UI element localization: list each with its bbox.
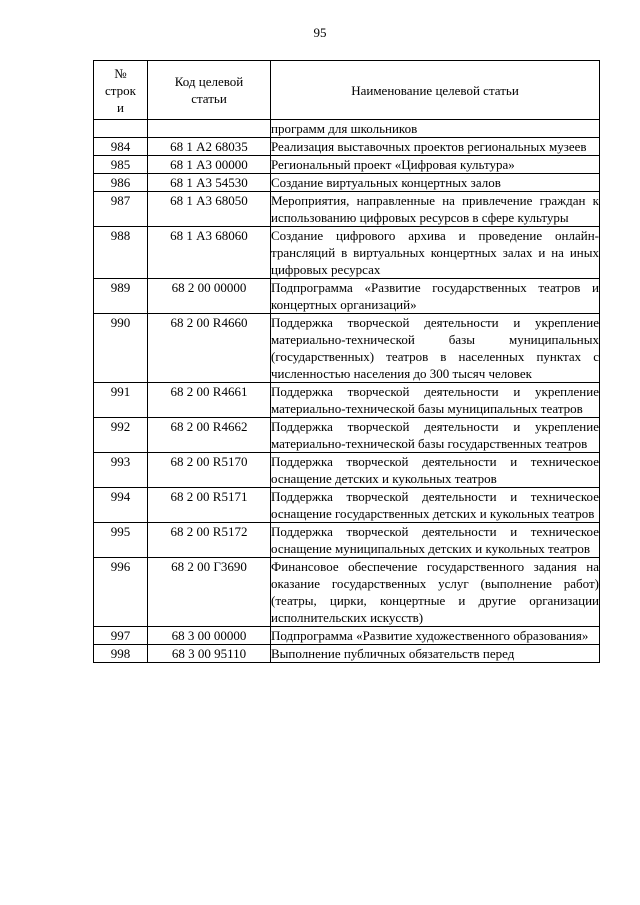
row-number-cell: 989 — [94, 279, 148, 314]
table-row — [94, 156, 600, 174]
article-name-cell: Поддержка творческой деятельности и техническое оснащение государственных детских и кукольных театров — [271, 489, 599, 521]
article-code-cell: 68 2 00 R4660 — [148, 314, 271, 383]
row-number-cell: 993 — [94, 453, 148, 488]
table-row — [94, 453, 600, 488]
article-code-cell: 68 1 А3 00000 — [148, 156, 271, 174]
table-row — [94, 138, 600, 156]
article-code-cell: 68 3 00 00000 — [148, 627, 271, 645]
table-row — [94, 488, 600, 523]
table-body — [94, 120, 600, 663]
article-name-cell: Мероприятия, направленные на привлечение граждан к использованию цифровых ресурсов в сфере культуры — [271, 193, 599, 225]
row-number-cell: 992 — [94, 418, 148, 453]
article-code-cell: 68 2 00 R5172 — [148, 523, 271, 558]
row-number-cell: 990 — [94, 314, 148, 383]
header-row-number: № строк и — [94, 61, 148, 120]
article-code-cell: 68 2 00 R5171 — [148, 488, 271, 523]
row-number-cell — [94, 120, 148, 138]
article-code-cell — [148, 120, 271, 138]
row-number-cell: 987 — [94, 192, 148, 227]
article-code-cell: 68 1 А3 54530 — [148, 174, 271, 192]
article-code-cell: 68 3 00 95110 — [148, 645, 271, 663]
table-row — [94, 120, 600, 138]
article-name-cell: Подпрограмма «Развитие государственных театров и концертных организаций» — [271, 280, 599, 312]
table-row — [94, 418, 600, 453]
table-row — [94, 645, 600, 663]
row-number-cell: 995 — [94, 523, 148, 558]
article-code-cell: 68 1 А3 68050 — [148, 192, 271, 227]
article-name-cell: Поддержка творческой деятельности и укрепление материально-технической базы государственных театров — [271, 419, 599, 451]
table-row — [94, 383, 600, 418]
row-number-cell: 991 — [94, 383, 148, 418]
article-name-cell: Поддержка творческой деятельности и техническое оснащение детских и кукольных театров — [271, 454, 599, 486]
page-number: 95 — [313, 25, 327, 40]
article-name-cell: Выполнение публичных обязательств перед — [271, 645, 600, 663]
header-article-name: Наименование целевой статьи — [271, 61, 600, 120]
table-row — [94, 523, 600, 558]
table-row — [94, 227, 600, 279]
article-code-cell: 68 2 00 R4662 — [148, 418, 271, 453]
table-row — [94, 192, 600, 227]
table-row — [94, 314, 600, 383]
row-number-cell: 997 — [94, 627, 148, 645]
article-name-cell: программ для школьников — [271, 120, 600, 138]
table-row — [94, 627, 600, 645]
row-number-cell: 988 — [94, 227, 148, 279]
article-code-cell: 68 1 А3 68060 — [148, 227, 271, 279]
row-number-cell: 986 — [94, 174, 148, 192]
table-row — [94, 279, 600, 314]
article-name-cell: Создание цифрового архива и проведение онлайн-трансляций в виртуальных концертных залах и на иных цифровых ресурсах — [271, 228, 599, 277]
article-name-cell: Региональный проект «Цифровая культура» — [271, 156, 600, 174]
table-row — [94, 174, 600, 192]
row-number-cell: 985 — [94, 156, 148, 174]
row-number-cell: 998 — [94, 645, 148, 663]
row-number-cell: 996 — [94, 558, 148, 627]
target-articles-table — [93, 60, 600, 663]
article-code-cell: 68 2 00 R4661 — [148, 383, 271, 418]
article-name-cell: Финансовое обеспечение государственного задания на оказание государственных услуг (выполнение работ) (театры, цирки, концертные и другие организации исполнительских искусств) — [271, 559, 599, 625]
article-name-cell: Поддержка творческой деятельности и техническое оснащение муниципальных детских и кукольных театров — [271, 524, 599, 556]
article-name-cell: Подпрограмма «Развитие художественного образования» — [271, 627, 600, 645]
article-name-cell: Создание виртуальных концертных залов — [271, 174, 600, 192]
row-number-cell: 994 — [94, 488, 148, 523]
article-code-cell: 68 2 00 Г3690 — [148, 558, 271, 627]
article-name-cell: Поддержка творческой деятельности и укрепление материально-технической базы муниципальных театров — [271, 384, 599, 416]
row-number-cell: 984 — [94, 138, 148, 156]
article-name-cell: Поддержка творческой деятельности и укрепление материально-технической базы муниципальных (государственных) театров в населенных пунктах с численностью населения до 300 тысяч человек — [271, 315, 599, 381]
article-code-cell: 68 1 А2 68035 — [148, 138, 271, 156]
article-code-cell: 68 2 00 00000 — [148, 279, 271, 314]
article-name-cell: Реализация выставочных проектов региональных музеев — [271, 138, 600, 156]
header-article-code: Код целевой статьи — [148, 61, 271, 120]
article-code-cell: 68 2 00 R5170 — [148, 453, 271, 488]
table-row — [94, 558, 600, 627]
table-header-row — [94, 61, 600, 120]
